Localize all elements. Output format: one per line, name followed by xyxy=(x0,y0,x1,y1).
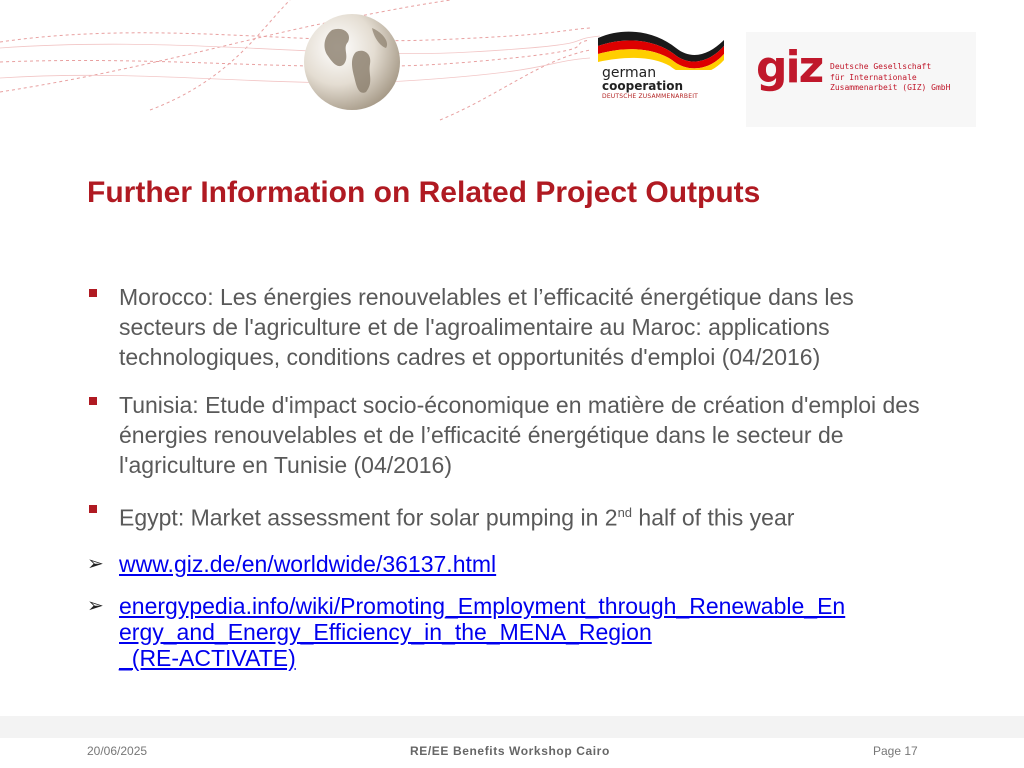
arrow-bullet-icon: ➢ xyxy=(87,594,104,617)
giz-name-line: für Internationale xyxy=(830,72,917,82)
bullet-superscript: nd xyxy=(617,505,633,520)
square-bullet-icon xyxy=(89,397,97,405)
link-line: _(RE-ACTIVATE) xyxy=(119,644,296,671)
bullet-text: Morocco: Les énergies renouvelables et l’efficacité énergétique dans les secteurs de l'agriculture et de l'agroalimentaire au Maroc: applications technologiques, conditions cadres et opportunités d'emploi (04/2016) xyxy=(119,284,854,370)
german-cooperation-line3: DEUTSCHE ZUSAMMENARBEIT xyxy=(602,93,699,100)
giz-full-name xyxy=(830,62,950,94)
link-line: energypedia.info/wiki/Promoting_Employment_through_Renewable_En xyxy=(119,592,846,619)
giz-wordmark: giz xyxy=(756,42,823,93)
bullet-item-egypt xyxy=(87,498,947,533)
bullet-item-morocco xyxy=(87,282,947,372)
bullet-text-before: Egypt: Market assessment for solar pumping in 2 xyxy=(119,504,618,531)
footer-date: 20/06/2025 xyxy=(87,744,148,758)
bullet-item-tunisia xyxy=(87,390,947,480)
link-item-energypedia xyxy=(87,593,947,671)
energypedia-link[interactable] xyxy=(119,593,947,671)
arrow-bullet-icon: ➢ xyxy=(87,552,104,575)
slide-title: Further Information on Related Project Outputs xyxy=(87,176,761,209)
square-bullet-icon xyxy=(89,289,97,297)
giz-worldwide-link[interactable]: www.giz.de/en/worldwide/36137.html xyxy=(119,550,497,577)
giz-logo xyxy=(746,32,976,127)
german-cooperation-line2: cooperation xyxy=(602,79,683,93)
giz-name-line: Zusammenarbeit (GIZ) GmbH xyxy=(830,83,951,92)
german-cooperation-logo xyxy=(596,26,726,106)
footer-event-title: RE/EE Benefits Workshop Cairo xyxy=(410,744,610,758)
bullet-text: Tunisia: Etude d'impact socio-économique en matière de création d'emploi des énergies renouvelables et de l’efficacité énergétique dans le secteur de l'agriculture en Tunisie (04/2016) xyxy=(119,392,920,478)
german-cooperation-line1: german xyxy=(602,65,657,81)
square-bullet-icon xyxy=(89,505,97,513)
footer-page-number: Page 17 xyxy=(873,744,918,758)
german-flag-swoosh xyxy=(596,26,726,70)
link-line: ergy_and_Energy_Efficiency_in_the_MENA_Region xyxy=(119,618,652,645)
bullet-list xyxy=(87,282,947,671)
globe-icon xyxy=(302,12,402,112)
giz-name-line: Deutsche Gesellschaft xyxy=(830,62,932,71)
bullet-text-after: half of this year xyxy=(632,504,795,531)
link-item-giz xyxy=(87,551,947,577)
